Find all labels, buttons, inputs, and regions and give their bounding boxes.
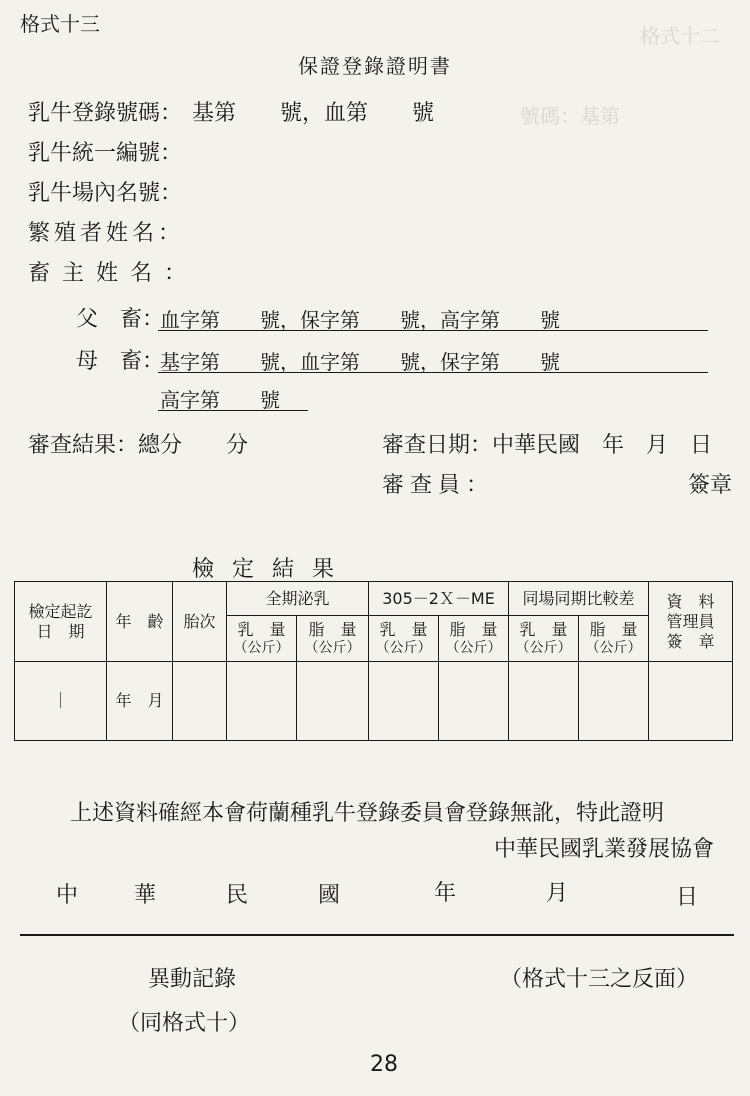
sire-label: 父 畜：: [76, 307, 165, 332]
reverse-side-note: （格式十三之反面）: [500, 967, 699, 992]
cell-herd-fat: [579, 662, 649, 741]
header-milk-yield: 乳 量 （公斤）: [509, 616, 579, 662]
table-caption: 檢定結果: [192, 557, 353, 582]
cell-date: ｜: [15, 662, 107, 741]
owner-name-label: 畜主姓名：: [28, 261, 199, 286]
cell-305-fat: [439, 662, 509, 741]
form-label: 格式十三: [20, 12, 100, 36]
dam-label: 母 畜：: [76, 349, 165, 374]
header-fat-yield: 脂 量 （公斤）: [297, 616, 369, 662]
review-result-label: 審查結果：總分 分: [28, 433, 249, 458]
cell-full-fat: [297, 662, 369, 741]
date-char: 年: [434, 881, 457, 906]
date-char: 月: [546, 881, 569, 906]
bleed-through-text: 號碼：基第: [520, 104, 620, 128]
dam-value-line2: 高字第 號: [160, 388, 280, 412]
same-as-note: （同格式十）: [118, 1011, 251, 1036]
header-fat-yield: 脂 量 （公斤）: [439, 616, 509, 662]
page-number: 28: [370, 1052, 398, 1077]
date-char: 華: [134, 883, 157, 908]
header-admin-sign: 資 料 管理員 簽 章: [649, 582, 733, 662]
header-full-lactation: 全期泌乳: [227, 582, 369, 616]
registration-number-label: 乳牛登錄號碼：: [28, 101, 183, 126]
header-parity: 胎次: [173, 582, 227, 662]
cell-parity: [173, 662, 227, 741]
dam-value: 基字第 號，血字第 號，保字第 號: [160, 350, 560, 374]
header-fat-yield: 脂 量 （公斤）: [579, 616, 649, 662]
review-date-label: 審查日期：中華民國 年 月 日: [382, 433, 713, 458]
date-char: 中: [56, 883, 79, 908]
reviewer-label: 審查員：: [382, 473, 495, 498]
document-title: 保證登錄證明書: [298, 54, 452, 78]
header-305-2x-me: 305－2Ｘ－ME: [369, 582, 509, 616]
date-char: 民: [226, 883, 249, 908]
header-date-range: 檢定起訖 日 期: [15, 582, 107, 662]
cell-full-milk: [227, 662, 297, 741]
header-age: 年 齡: [107, 582, 173, 662]
dam-underline-2: [158, 410, 308, 411]
cell-305-milk: [369, 662, 439, 741]
registration-number-value: 基第 號，血第 號: [192, 101, 435, 126]
farm-name-label: 乳牛場內名號：: [28, 181, 183, 206]
certification-text: 上述資料確經本會荷蘭種乳牛登錄委員會登錄無訛，特此證明: [70, 801, 665, 826]
header-milk-yield: 乳 量 （公斤）: [227, 616, 297, 662]
header-milk-yield: 乳 量 （公斤）: [369, 616, 439, 662]
sire-underline: [158, 330, 708, 331]
sign-label: 簽章: [688, 473, 733, 498]
cell-herd-milk: [509, 662, 579, 741]
header-herd-comparison: 同場同期比較差: [509, 582, 649, 616]
change-record-heading: 異動記錄: [148, 967, 237, 992]
cell-admin-sign: [649, 662, 733, 741]
dam-underline: [158, 372, 708, 373]
cell-age: 年 月: [107, 662, 173, 741]
date-char: 日: [676, 885, 699, 910]
sire-value: 血字第 號，保字第 號，高字第 號: [160, 308, 560, 332]
bleed-through-text: 格式十二: [640, 24, 720, 48]
date-char: 國: [318, 883, 341, 908]
breeder-name-label: 繁殖者姓名：: [28, 221, 185, 246]
inspection-result-table: [14, 581, 733, 741]
association-name: 中華民國乳業發展協會: [494, 837, 715, 862]
unified-number-label: 乳牛統一編號：: [28, 141, 183, 166]
section-divider: [20, 934, 734, 936]
